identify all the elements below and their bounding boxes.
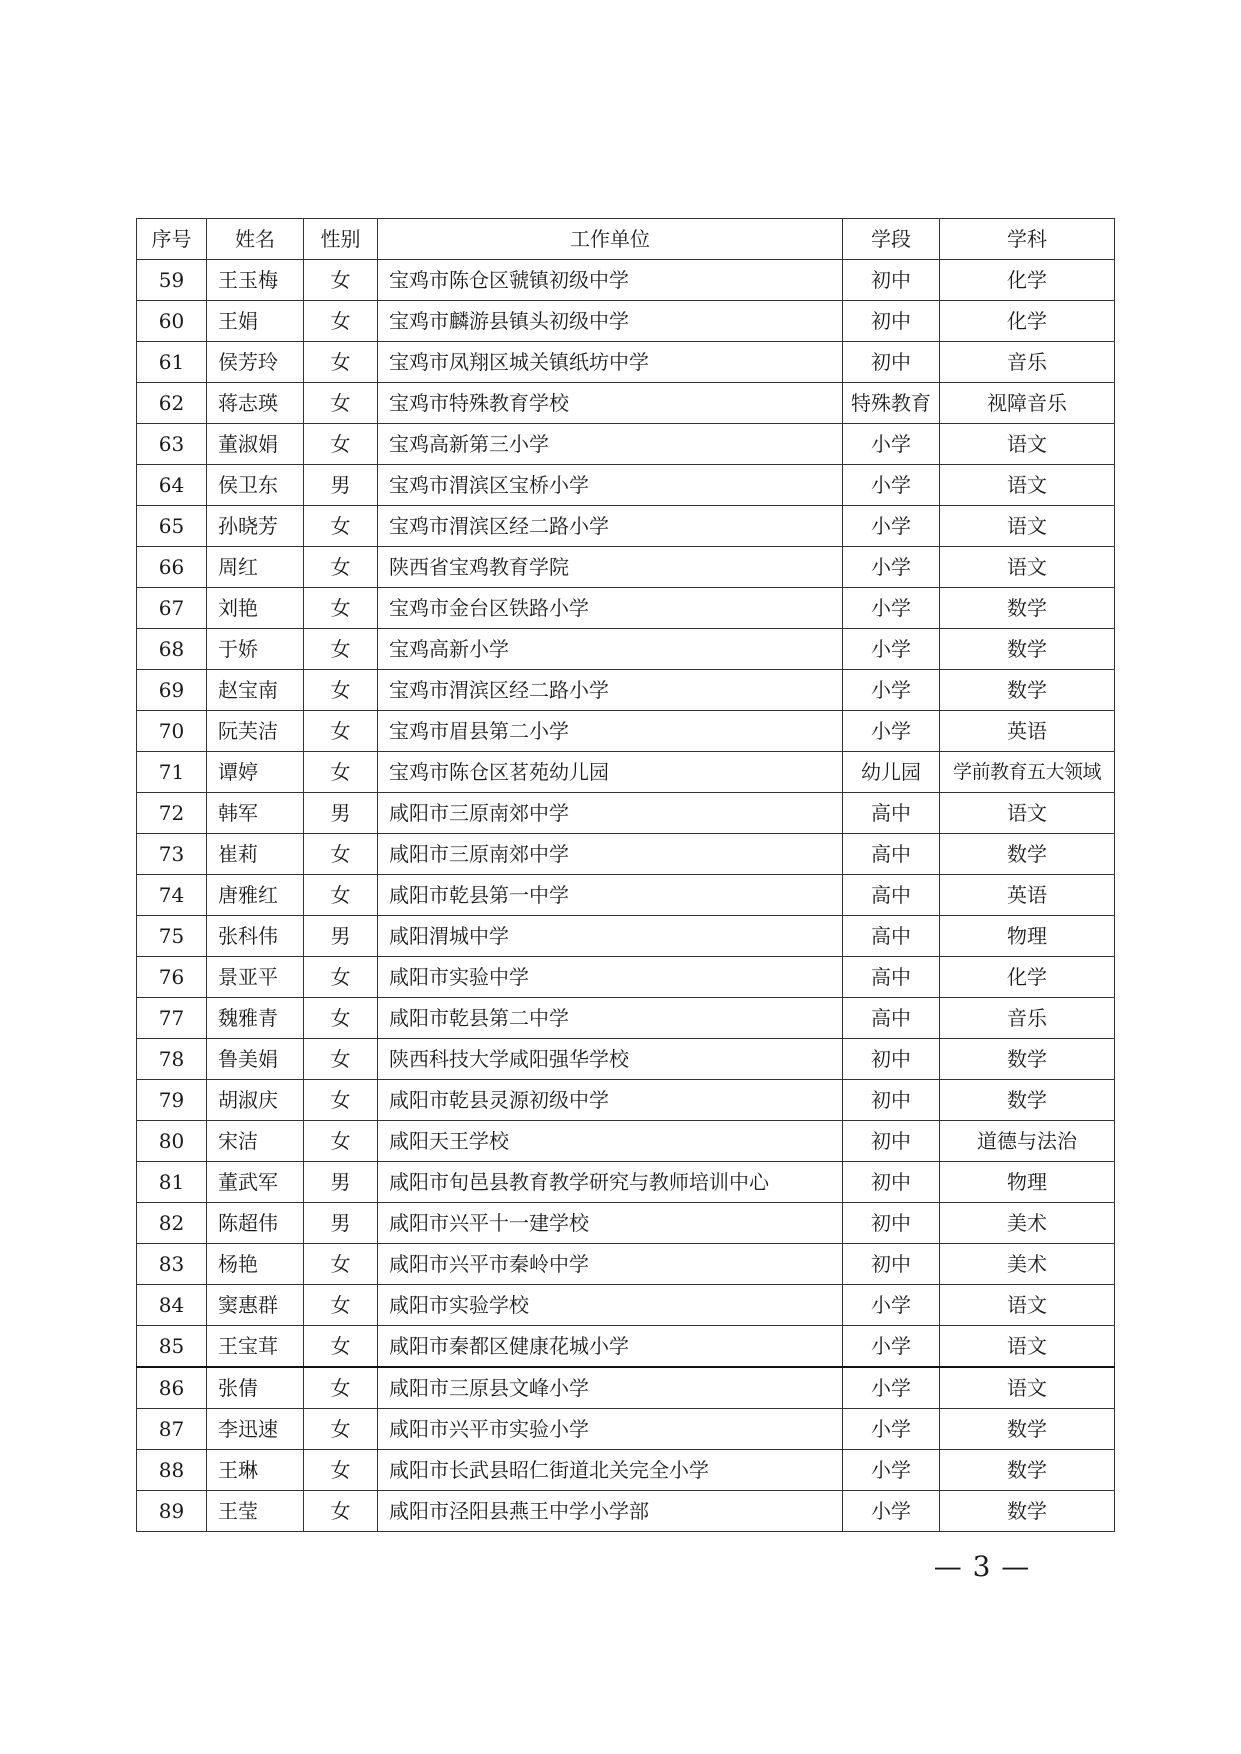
cell-workplace: 宝鸡高新小学 bbox=[378, 629, 843, 670]
cell-subject: 语文 bbox=[940, 793, 1115, 834]
cell-workplace: 宝鸡市麟游县镇头初级中学 bbox=[378, 301, 843, 342]
table-row bbox=[137, 1162, 1115, 1203]
cell-stage: 小学 bbox=[843, 1491, 940, 1532]
cell-subject: 数学 bbox=[940, 670, 1115, 711]
cell-name: 鲁美娟 bbox=[207, 1039, 304, 1080]
cell-serial: 78 bbox=[137, 1039, 207, 1080]
cell-serial: 82 bbox=[137, 1203, 207, 1244]
cell-serial: 69 bbox=[137, 670, 207, 711]
cell-subject: 数学 bbox=[940, 1491, 1115, 1532]
cell-workplace: 咸阳市三原南郊中学 bbox=[378, 834, 843, 875]
header-serial: 序号 bbox=[137, 219, 207, 260]
cell-name: 阮芙洁 bbox=[207, 711, 304, 752]
cell-workplace: 宝鸡市渭滨区宝桥小学 bbox=[378, 465, 843, 506]
cell-serial: 79 bbox=[137, 1080, 207, 1121]
cell-name: 王娟 bbox=[207, 301, 304, 342]
cell-name: 于娇 bbox=[207, 629, 304, 670]
cell-subject: 数学 bbox=[940, 1080, 1115, 1121]
cell-subject: 音乐 bbox=[940, 342, 1115, 383]
cell-name: 陈超伟 bbox=[207, 1203, 304, 1244]
cell-stage: 小学 bbox=[843, 547, 940, 588]
cell-workplace: 咸阳市兴平市秦岭中学 bbox=[378, 1244, 843, 1285]
cell-gender: 女 bbox=[304, 1367, 378, 1409]
cell-serial: 72 bbox=[137, 793, 207, 834]
cell-gender: 女 bbox=[304, 1491, 378, 1532]
page-number: — 3 — bbox=[933, 1550, 1031, 1583]
cell-name: 宋洁 bbox=[207, 1121, 304, 1162]
cell-stage: 小学 bbox=[843, 588, 940, 629]
cell-serial: 77 bbox=[137, 998, 207, 1039]
cell-stage: 高中 bbox=[843, 957, 940, 998]
cell-subject: 语文 bbox=[940, 506, 1115, 547]
cell-subject: 语文 bbox=[940, 424, 1115, 465]
table-row bbox=[137, 1244, 1115, 1285]
cell-serial: 71 bbox=[137, 752, 207, 793]
cell-stage: 初中 bbox=[843, 260, 940, 301]
cell-workplace: 宝鸡市特殊教育学校 bbox=[378, 383, 843, 424]
cell-workplace: 咸阳渭城中学 bbox=[378, 916, 843, 957]
cell-gender: 女 bbox=[304, 875, 378, 916]
table-row bbox=[137, 1285, 1115, 1326]
cell-stage: 幼儿园 bbox=[843, 752, 940, 793]
cell-subject: 物理 bbox=[940, 916, 1115, 957]
table-row bbox=[137, 875, 1115, 916]
cell-subject: 数学 bbox=[940, 834, 1115, 875]
cell-workplace: 咸阳市实验学校 bbox=[378, 1285, 843, 1326]
cell-gender: 女 bbox=[304, 957, 378, 998]
cell-serial: 76 bbox=[137, 957, 207, 998]
cell-stage: 高中 bbox=[843, 875, 940, 916]
cell-stage: 高中 bbox=[843, 916, 940, 957]
cell-gender: 女 bbox=[304, 1080, 378, 1121]
cell-workplace: 咸阳市三原南郊中学 bbox=[378, 793, 843, 834]
table-row bbox=[137, 1491, 1115, 1532]
cell-stage: 小学 bbox=[843, 506, 940, 547]
cell-name: 董淑娟 bbox=[207, 424, 304, 465]
cell-stage: 小学 bbox=[843, 1285, 940, 1326]
cell-serial: 62 bbox=[137, 383, 207, 424]
cell-serial: 64 bbox=[137, 465, 207, 506]
cell-serial: 89 bbox=[137, 1491, 207, 1532]
cell-subject: 数学 bbox=[940, 629, 1115, 670]
cell-subject: 数学 bbox=[940, 588, 1115, 629]
cell-gender: 女 bbox=[304, 998, 378, 1039]
cell-gender: 男 bbox=[304, 916, 378, 957]
cell-name: 孙晓芳 bbox=[207, 506, 304, 547]
cell-name: 王玉梅 bbox=[207, 260, 304, 301]
cell-subject: 化学 bbox=[940, 301, 1115, 342]
cell-serial: 60 bbox=[137, 301, 207, 342]
cell-workplace: 宝鸡高新第三小学 bbox=[378, 424, 843, 465]
cell-stage: 小学 bbox=[843, 629, 940, 670]
cell-stage: 小学 bbox=[843, 1450, 940, 1491]
cell-gender: 女 bbox=[304, 1450, 378, 1491]
cell-stage: 小学 bbox=[843, 424, 940, 465]
cell-stage: 高中 bbox=[843, 793, 940, 834]
cell-gender: 女 bbox=[304, 752, 378, 793]
cell-subject: 英语 bbox=[940, 875, 1115, 916]
header-row bbox=[137, 219, 1115, 260]
table-row bbox=[137, 342, 1115, 383]
cell-gender: 女 bbox=[304, 424, 378, 465]
cell-subject: 音乐 bbox=[940, 998, 1115, 1039]
cell-name: 魏雅青 bbox=[207, 998, 304, 1039]
cell-name: 王琳 bbox=[207, 1450, 304, 1491]
cell-subject: 化学 bbox=[940, 260, 1115, 301]
cell-gender: 女 bbox=[304, 711, 378, 752]
cell-workplace: 宝鸡市渭滨区经二路小学 bbox=[378, 506, 843, 547]
cell-gender: 男 bbox=[304, 1203, 378, 1244]
cell-gender: 女 bbox=[304, 1244, 378, 1285]
cell-gender: 女 bbox=[304, 547, 378, 588]
header-workplace: 工作单位 bbox=[378, 219, 843, 260]
cell-gender: 女 bbox=[304, 1285, 378, 1326]
cell-subject: 道德与法治 bbox=[940, 1121, 1115, 1162]
cell-workplace: 宝鸡市渭滨区经二路小学 bbox=[378, 670, 843, 711]
cell-stage: 初中 bbox=[843, 342, 940, 383]
cell-gender: 女 bbox=[304, 301, 378, 342]
table-row bbox=[137, 1080, 1115, 1121]
header-gender: 性别 bbox=[304, 219, 378, 260]
cell-serial: 87 bbox=[137, 1409, 207, 1450]
cell-serial: 88 bbox=[137, 1450, 207, 1491]
cell-workplace: 咸阳市秦都区健康花城小学 bbox=[378, 1326, 843, 1368]
cell-gender: 男 bbox=[304, 1162, 378, 1203]
cell-name: 李迅速 bbox=[207, 1409, 304, 1450]
cell-stage: 初中 bbox=[843, 1080, 940, 1121]
cell-gender: 男 bbox=[304, 465, 378, 506]
table-row bbox=[137, 1450, 1115, 1491]
cell-subject: 数学 bbox=[940, 1039, 1115, 1080]
table-row bbox=[137, 1121, 1115, 1162]
table-row bbox=[137, 1367, 1115, 1409]
table-row bbox=[137, 506, 1115, 547]
cell-stage: 小学 bbox=[843, 670, 940, 711]
cell-serial: 86 bbox=[137, 1367, 207, 1409]
table-row bbox=[137, 752, 1115, 793]
cell-serial: 68 bbox=[137, 629, 207, 670]
cell-workplace: 宝鸡市陈仓区虢镇初级中学 bbox=[378, 260, 843, 301]
cell-name: 唐雅红 bbox=[207, 875, 304, 916]
cell-subject: 语文 bbox=[940, 1367, 1115, 1409]
table-row bbox=[137, 1409, 1115, 1450]
cell-stage: 小学 bbox=[843, 1409, 940, 1450]
table-row bbox=[137, 711, 1115, 752]
cell-name: 杨艳 bbox=[207, 1244, 304, 1285]
cell-serial: 75 bbox=[137, 916, 207, 957]
cell-serial: 74 bbox=[137, 875, 207, 916]
cell-name: 窦惠群 bbox=[207, 1285, 304, 1326]
cell-name: 张科伟 bbox=[207, 916, 304, 957]
cell-subject: 语文 bbox=[940, 1326, 1115, 1368]
cell-workplace: 宝鸡市金台区铁路小学 bbox=[378, 588, 843, 629]
cell-name: 周红 bbox=[207, 547, 304, 588]
cell-subject: 学前教育五大领域 bbox=[940, 752, 1115, 793]
cell-stage: 小学 bbox=[843, 1326, 940, 1368]
table-row bbox=[137, 957, 1115, 998]
cell-gender: 女 bbox=[304, 1326, 378, 1368]
cell-serial: 65 bbox=[137, 506, 207, 547]
cell-gender: 女 bbox=[304, 834, 378, 875]
cell-workplace: 陕西省宝鸡教育学院 bbox=[378, 547, 843, 588]
table-row bbox=[137, 793, 1115, 834]
table-row bbox=[137, 670, 1115, 711]
cell-name: 侯卫东 bbox=[207, 465, 304, 506]
cell-name: 董武军 bbox=[207, 1162, 304, 1203]
cell-stage: 初中 bbox=[843, 301, 940, 342]
cell-workplace: 咸阳市兴平十一建学校 bbox=[378, 1203, 843, 1244]
cell-workplace: 咸阳市三原县文峰小学 bbox=[378, 1367, 843, 1409]
cell-gender: 女 bbox=[304, 1121, 378, 1162]
cell-subject: 英语 bbox=[940, 711, 1115, 752]
cell-subject: 化学 bbox=[940, 957, 1115, 998]
cell-serial: 80 bbox=[137, 1121, 207, 1162]
cell-name: 蒋志瑛 bbox=[207, 383, 304, 424]
cell-stage: 初中 bbox=[843, 1039, 940, 1080]
table-row bbox=[137, 1326, 1115, 1368]
table-row bbox=[137, 465, 1115, 506]
table-row bbox=[137, 547, 1115, 588]
cell-serial: 70 bbox=[137, 711, 207, 752]
cell-subject: 数学 bbox=[940, 1409, 1115, 1450]
cell-stage: 高中 bbox=[843, 998, 940, 1039]
cell-subject: 物理 bbox=[940, 1162, 1115, 1203]
cell-gender: 女 bbox=[304, 383, 378, 424]
cell-serial: 73 bbox=[137, 834, 207, 875]
cell-serial: 83 bbox=[137, 1244, 207, 1285]
cell-subject: 语文 bbox=[940, 547, 1115, 588]
cell-gender: 女 bbox=[304, 342, 378, 383]
cell-subject: 美术 bbox=[940, 1244, 1115, 1285]
table-row bbox=[137, 383, 1115, 424]
cell-stage: 高中 bbox=[843, 834, 940, 875]
cell-name: 崔莉 bbox=[207, 834, 304, 875]
cell-gender: 男 bbox=[304, 793, 378, 834]
table-header bbox=[137, 219, 1115, 260]
table-row bbox=[137, 1203, 1115, 1244]
cell-workplace: 咸阳天王学校 bbox=[378, 1121, 843, 1162]
cell-serial: 66 bbox=[137, 547, 207, 588]
cell-workplace: 咸阳市实验中学 bbox=[378, 957, 843, 998]
cell-workplace: 咸阳市旬邑县教育教学研究与教师培训中心 bbox=[378, 1162, 843, 1203]
cell-workplace: 宝鸡市眉县第二小学 bbox=[378, 711, 843, 752]
cell-serial: 81 bbox=[137, 1162, 207, 1203]
cell-workplace: 咸阳市泾阳县燕王中学小学部 bbox=[378, 1491, 843, 1532]
cell-subject: 美术 bbox=[940, 1203, 1115, 1244]
cell-workplace: 咸阳市乾县第一中学 bbox=[378, 875, 843, 916]
table-row bbox=[137, 301, 1115, 342]
cell-workplace: 宝鸡市凤翔区城关镇纸坊中学 bbox=[378, 342, 843, 383]
cell-name: 胡淑庆 bbox=[207, 1080, 304, 1121]
cell-name: 赵宝南 bbox=[207, 670, 304, 711]
cell-gender: 女 bbox=[304, 670, 378, 711]
cell-subject: 语文 bbox=[940, 465, 1115, 506]
cell-gender: 女 bbox=[304, 588, 378, 629]
cell-stage: 初中 bbox=[843, 1244, 940, 1285]
cell-subject: 数学 bbox=[940, 1450, 1115, 1491]
cell-serial: 59 bbox=[137, 260, 207, 301]
table-row bbox=[137, 588, 1115, 629]
staff-roster-table bbox=[136, 218, 1115, 1532]
cell-workplace: 咸阳市乾县灵源初级中学 bbox=[378, 1080, 843, 1121]
cell-gender: 女 bbox=[304, 260, 378, 301]
cell-stage: 小学 bbox=[843, 465, 940, 506]
cell-gender: 女 bbox=[304, 506, 378, 547]
table-row bbox=[137, 424, 1115, 465]
cell-workplace: 宝鸡市陈仓区茗苑幼儿园 bbox=[378, 752, 843, 793]
header-stage: 学段 bbox=[843, 219, 940, 260]
cell-gender: 女 bbox=[304, 1039, 378, 1080]
cell-name: 王莹 bbox=[207, 1491, 304, 1532]
table-row bbox=[137, 260, 1115, 301]
cell-stage: 特殊教育 bbox=[843, 383, 940, 424]
table-row bbox=[137, 1039, 1115, 1080]
cell-gender: 女 bbox=[304, 629, 378, 670]
cell-name: 谭婷 bbox=[207, 752, 304, 793]
cell-workplace: 咸阳市乾县第二中学 bbox=[378, 998, 843, 1039]
cell-workplace: 陕西科技大学咸阳强华学校 bbox=[378, 1039, 843, 1080]
table-row bbox=[137, 916, 1115, 957]
cell-serial: 63 bbox=[137, 424, 207, 465]
cell-stage: 初中 bbox=[843, 1162, 940, 1203]
table-row bbox=[137, 834, 1115, 875]
cell-stage: 初中 bbox=[843, 1121, 940, 1162]
cell-stage: 初中 bbox=[843, 1203, 940, 1244]
cell-workplace: 咸阳市兴平市实验小学 bbox=[378, 1409, 843, 1450]
cell-name: 侯芳玲 bbox=[207, 342, 304, 383]
header-subject: 学科 bbox=[940, 219, 1115, 260]
cell-serial: 67 bbox=[137, 588, 207, 629]
cell-serial: 61 bbox=[137, 342, 207, 383]
cell-name: 韩军 bbox=[207, 793, 304, 834]
cell-serial: 85 bbox=[137, 1326, 207, 1368]
cell-subject: 视障音乐 bbox=[940, 383, 1115, 424]
cell-name: 王宝茸 bbox=[207, 1326, 304, 1368]
cell-workplace: 咸阳市长武县昭仁街道北关完全小学 bbox=[378, 1450, 843, 1491]
cell-name: 刘艳 bbox=[207, 588, 304, 629]
cell-gender: 女 bbox=[304, 1409, 378, 1450]
table-body bbox=[137, 260, 1115, 1532]
cell-stage: 小学 bbox=[843, 1367, 940, 1409]
table-row bbox=[137, 629, 1115, 670]
cell-subject: 语文 bbox=[940, 1285, 1115, 1326]
cell-serial: 84 bbox=[137, 1285, 207, 1326]
cell-name: 景亚平 bbox=[207, 957, 304, 998]
cell-name: 张倩 bbox=[207, 1367, 304, 1409]
header-name: 姓名 bbox=[207, 219, 304, 260]
cell-stage: 小学 bbox=[843, 711, 940, 752]
table-row bbox=[137, 998, 1115, 1039]
